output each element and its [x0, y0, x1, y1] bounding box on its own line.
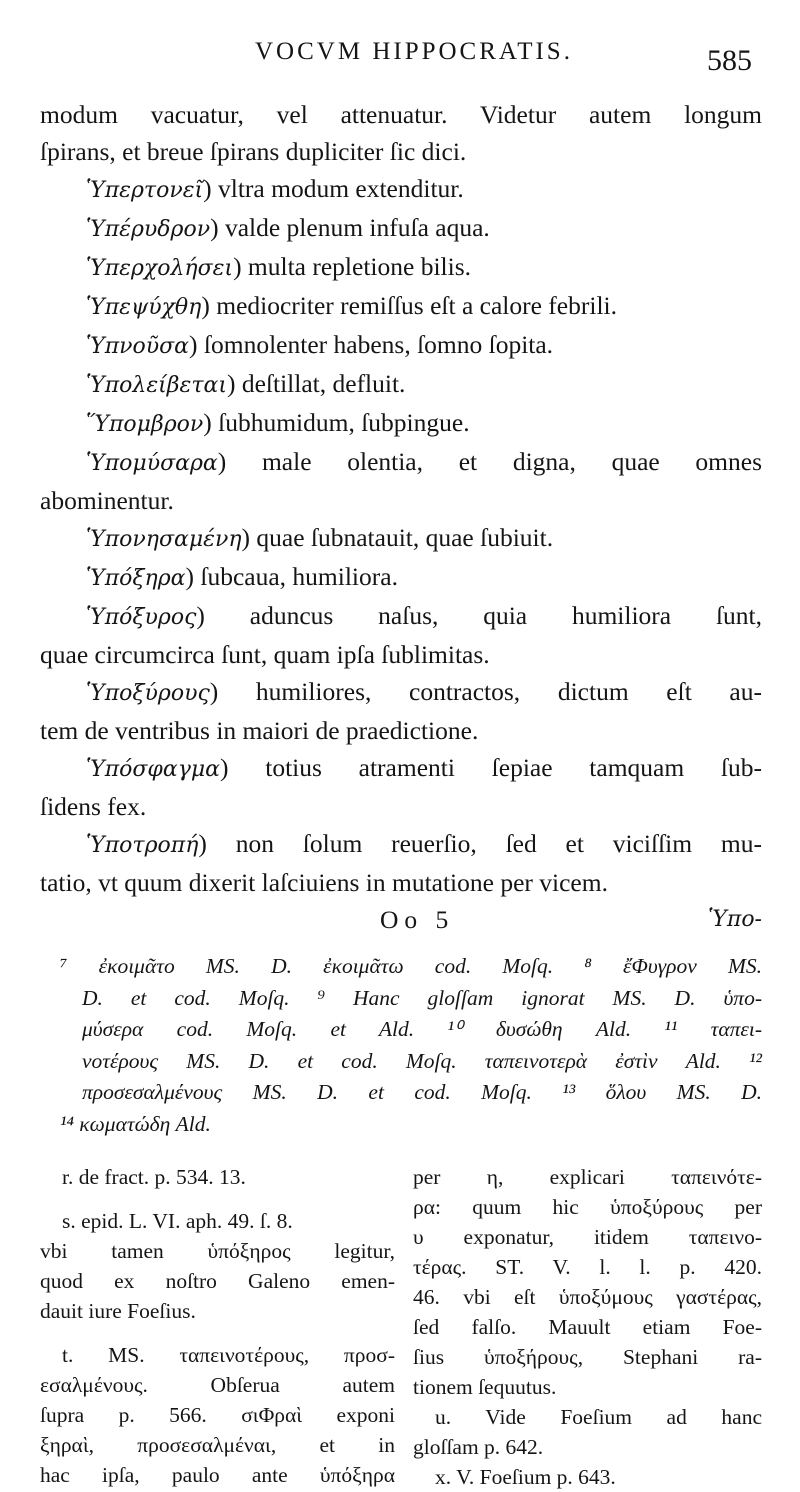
greek-lemma: Ὑπόξηρα — [86, 566, 186, 591]
footnote-line: προσεσαλμένους MS. D. et cod. Moſq. ¹³ ὅλου MS. D. — [82, 1080, 762, 1104]
latin-gloss: modum vacuatur, vel attenuatur. Videtur autem longum — [40, 100, 762, 129]
notes-left-column — [40, 1162, 395, 1490]
footnotes — [40, 951, 762, 1140]
footnote-line: D. et cod. Moſq. ⁹ Hanc gloſſam ignorat MS. D. ὑπο- — [82, 985, 762, 1010]
latin-gloss: ſpirans, et breue ſpirans dupliciter ſic dici. — [40, 137, 467, 166]
page-header — [40, 0, 762, 96]
latin-gloss: ) humiliores, contractos, dictum eſt au- — [209, 677, 762, 706]
page-number: 585 — [707, 44, 752, 77]
greek-lemma: Ὑπεψύχθη — [86, 295, 202, 320]
text-line — [40, 482, 762, 519]
text-line — [40, 749, 762, 788]
latin-gloss: abominentur. — [40, 486, 174, 515]
latin-gloss: ) mediocriter remiſſus eſt a calore febrili. — [201, 291, 617, 320]
greek-lemma: Ὑπολείβεται — [86, 373, 227, 398]
footnote-line: ⁷ ἐκοιμᾶτο MS. D. ἐκοιμᾶτω cod. Moſq. ⁸ ἔΦυγρον MS. — [60, 954, 762, 978]
note-line: τέρας. ST. V. l. l. p. 420. — [413, 1255, 762, 1279]
notes-right-column — [413, 1162, 762, 1492]
catchword: Ὑπο- — [708, 907, 762, 932]
latin-gloss: ) deſtillat, defluit. — [226, 369, 406, 398]
latin-gloss: ) totius atramenti ſepiae tamquam ſub- — [220, 753, 762, 782]
latin-gloss: ) vltra modum extenditur. — [203, 174, 464, 203]
text-line — [40, 558, 762, 597]
latin-gloss: ) ſubcaua, humiliora. — [185, 562, 398, 591]
latin-gloss: ) valde plenum infuſa aqua. — [210, 213, 490, 242]
note-line: υ exponatur, itidem ταπεινο- — [413, 1225, 762, 1249]
printer-signature: Oo 5 — [380, 905, 455, 934]
greek-lemma: Ὑπερτονεῖ — [86, 178, 204, 203]
greek-lemma: Ὑπόσφαγμα — [86, 757, 220, 782]
signature-line — [40, 901, 762, 939]
text-line — [40, 673, 762, 712]
latin-gloss: ) male olentia, et digna, quae omnes — [217, 447, 762, 476]
running-title: VOCVM HIPPOCRATIS. — [255, 38, 573, 65]
greek-lemma: Ὑπέρυδρον — [86, 217, 211, 242]
greek-lemma: Ὑποτροπή — [86, 833, 199, 858]
note-line: r. de fract. p. 534. 13. — [62, 1165, 246, 1189]
text-line — [40, 636, 762, 673]
main-text — [40, 96, 762, 901]
note-line: ρα: quum hic ὑποξύρους per — [413, 1195, 762, 1219]
latin-gloss: ) aduncus naſus, quia humiliora ſunt, — [196, 601, 762, 630]
text-line — [40, 864, 762, 901]
footnote-line: νοτέρους MS. D. et cod. Moſq. ταπεινοτερὰ ἐστὶν Ald. ¹² — [82, 1048, 762, 1073]
note-line: hac ipſa, paulo ante ὑπόξηρα — [40, 1463, 395, 1487]
note-line: dauit iure Foeſius. — [40, 1299, 196, 1323]
note-line: tionem ſequutus. — [413, 1375, 557, 1399]
greek-lemma: Ὑπόξυρος — [86, 605, 197, 630]
note-line: vbi tamen ὑπόξηρος legitur, — [40, 1239, 395, 1263]
note-line: per η, explicari ταπεινότε- — [413, 1165, 762, 1189]
latin-gloss: ) ſubhumidum, ſubpingue. — [203, 408, 470, 437]
footnote-line: μύσερα cod. Moſq. et Ald. ¹⁰ δυσώθη Ald. ¹¹ ταπει- — [82, 1017, 762, 1041]
footnote-line: ¹⁴ κωματώδη Ald. — [60, 1111, 211, 1136]
greek-lemma: Ὑποξύρους — [86, 681, 210, 706]
latin-gloss: ) quae ſubnatauit, quae ſubiuit. — [241, 523, 554, 552]
greek-lemma: Ὑπονησαμένη — [86, 527, 242, 552]
greek-lemma: Ὑπομύσαρα — [86, 451, 218, 476]
text-line — [40, 597, 762, 636]
latin-gloss: tatio, vt quum dixerit laſciuiens in mutatione per vicem. — [40, 868, 608, 897]
text-line — [40, 443, 762, 482]
note-line: t. MS. ταπεινοτέρους, προσ- — [62, 1343, 395, 1367]
text-line — [40, 404, 762, 443]
note-line: ſed falſo. Mauult etiam Foe- — [413, 1315, 762, 1339]
note-line: quod ex noſtro Galeno emen- — [40, 1269, 395, 1293]
latin-gloss: ) ſomnolenter habens, ſomno ſopita. — [189, 330, 554, 359]
text-line — [40, 519, 762, 558]
note-line: gloſſam p. 642. — [413, 1435, 544, 1459]
note-line: x. V. Foeſium p. 643. — [435, 1465, 616, 1489]
note-gap — [40, 1326, 395, 1340]
note-line: ξηραὶ, προσεσαλμέναι, et in — [40, 1433, 395, 1457]
latin-gloss: tem de ventribus in maiori de praedictione. — [40, 716, 479, 745]
note-line: u. Vide Foeſium ad hanc — [435, 1405, 762, 1429]
greek-lemma: Ὕπομβρον — [86, 412, 204, 437]
latin-gloss: ) multa repletione bilis. — [233, 252, 472, 281]
text-line — [40, 825, 762, 864]
latin-gloss: ) non ſolum reuerſio, ſed et viciſſim mu- — [198, 829, 762, 858]
text-line — [40, 712, 762, 749]
text-line — [40, 326, 762, 365]
text-line — [40, 209, 762, 248]
text-line — [40, 170, 762, 209]
text-line — [40, 96, 762, 133]
greek-lemma: Ὑπνοῦσα — [86, 334, 190, 359]
note-line: ſius ὑποξήρους, Stephani ra- — [413, 1345, 762, 1369]
text-line — [40, 788, 762, 825]
latin-gloss: ſidens fex. — [40, 792, 147, 821]
text-line — [40, 365, 762, 404]
text-line — [40, 133, 762, 170]
text-line — [40, 248, 762, 287]
text-line — [40, 287, 762, 326]
greek-lemma: Ὑπερχολήσει — [86, 256, 234, 281]
note-line: 46. vbi eſt ὑποξύμους γαστέρας, — [413, 1285, 762, 1309]
note-line: s. epid. L. VI. aph. 49. ſ. 8. — [62, 1209, 293, 1233]
note-line: ſupra p. 566. σιΦραὶ exponi — [40, 1403, 395, 1427]
note-gap — [40, 1192, 395, 1206]
note-line: εσαλμένους. Obſerua autem — [40, 1373, 395, 1397]
latin-gloss: quae circumcirca ſunt, quam ipſa ſublimitas. — [40, 640, 490, 669]
